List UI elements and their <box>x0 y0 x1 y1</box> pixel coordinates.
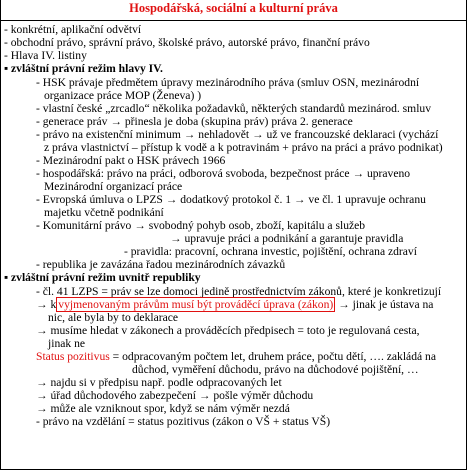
intro-line: - obchodní právo, správní právo, školské právo, autorské právo, finanční právo <box>4 36 370 49</box>
list-item: → najdu si v předpisu např. podle odpracovaných let <box>36 376 282 389</box>
list-item-text: → jinak je ústava na <box>338 298 434 311</box>
intro-line: - konkrétní, aplikační odvětví <box>4 23 142 36</box>
list-item: → úřad důchodového zabezpečení → pošle výměr důchodu <box>36 389 314 402</box>
list-item: → musíme hledat v zákonech a prováděcích předpisech = toto je regulovaná cesta, <box>36 324 420 337</box>
list-item: - právo na vzdělání = status pozitivus (zákon o VŠ + status VŠ) <box>36 415 331 428</box>
list-item: - vlastní české „zrcadlo“ několika požadavků, některých standardů mezinárod. smluv <box>36 102 432 115</box>
highlighted-phrase: vyjmenovaným právům musí být prováděcí úprava (zákon) <box>58 298 334 311</box>
section-heading-text: zvláštní právní režim hlavy IV. <box>11 62 163 75</box>
list-item: - Mezinárodní pakt o HSK právech 1966 <box>36 154 226 167</box>
list-item: - Evropská úmluva o LPZS → dodatkový protokol č. 1 → ve čl. 1 upravuje ochranu <box>36 193 426 206</box>
section-heading: ▪ zvláštní právní režim hlavy IV. <box>4 62 163 75</box>
list-item: - právo na existenční minimum → nehladovět → už ve francouzské deklaraci (vychází <box>36 128 439 141</box>
list-item: → může ale vzniknout spor, když se nám výměr nezdá <box>36 402 290 415</box>
list-item <box>36 351 436 364</box>
frame-left <box>0 0 1 470</box>
list-item-cont: jinak ne <box>48 337 86 350</box>
list-item: - generace práv → přinesla je doba (skupina práv) práva 2. generace <box>36 115 353 128</box>
list-item: - HSK právaje předmětem úpravy mezinárodního práva (smluv OSN, mezinárodní <box>36 76 420 89</box>
list-item: - republika je zavázána řadou mezinárodních závazků <box>36 258 286 271</box>
status-pozitivus-label: Status pozitivus <box>36 350 110 363</box>
list-item-cont: z práva vlastnictví – přístup k vodě a k potravinám + právo na práci a právo podnikat) <box>44 141 443 154</box>
list-item-text: = odpracovaným počtem let, druhem práce, počtu dětí, …. zakládá na <box>112 350 436 363</box>
list-item: - hospodářská: právo na práci, odborová svoboda, bezpečnost práce → upraveno <box>36 167 411 180</box>
list-item-cont: majetku včetně podnikání <box>44 206 164 219</box>
list-item-cont: → upravuje práci a podnikání a garantuje pravidla <box>170 232 404 245</box>
list-item: - Komunitární právo → svobodný pohyb osob, zboží, kapitálu a služeb <box>36 219 366 232</box>
section-heading-text: zvláštní právní režim uvnitř republiky <box>11 271 201 284</box>
intro-line: - Hlava IV. listiny <box>4 49 87 62</box>
title-divider <box>0 20 467 21</box>
list-item-cont: důchod, vyměření důchodu, právo na důchodové pojištění, … <box>132 363 419 376</box>
document-title: Hospodářská, sociální a kulturní práva <box>129 1 338 15</box>
section-heading: ▪ zvláštní právní režim uvnitř republiky <box>4 271 201 284</box>
arrow-text: → k <box>36 298 57 311</box>
list-item-cont: organizace práce MOP (Ženeva) ) <box>44 89 202 102</box>
list-item: - čl. 41 LZPS = práv se lze domoci jedině prostřednictvím zákonů, které je konkretizují <box>36 285 442 298</box>
list-item: - pravidla: pracovní, ochrana investic, pojištění, ochrana zdraví <box>124 245 417 258</box>
list-item-cont: Mezinárodní organizací práce <box>44 180 183 193</box>
list-item-cont: nic, ale byla by to deklarace <box>48 311 179 324</box>
list-item <box>36 299 433 312</box>
